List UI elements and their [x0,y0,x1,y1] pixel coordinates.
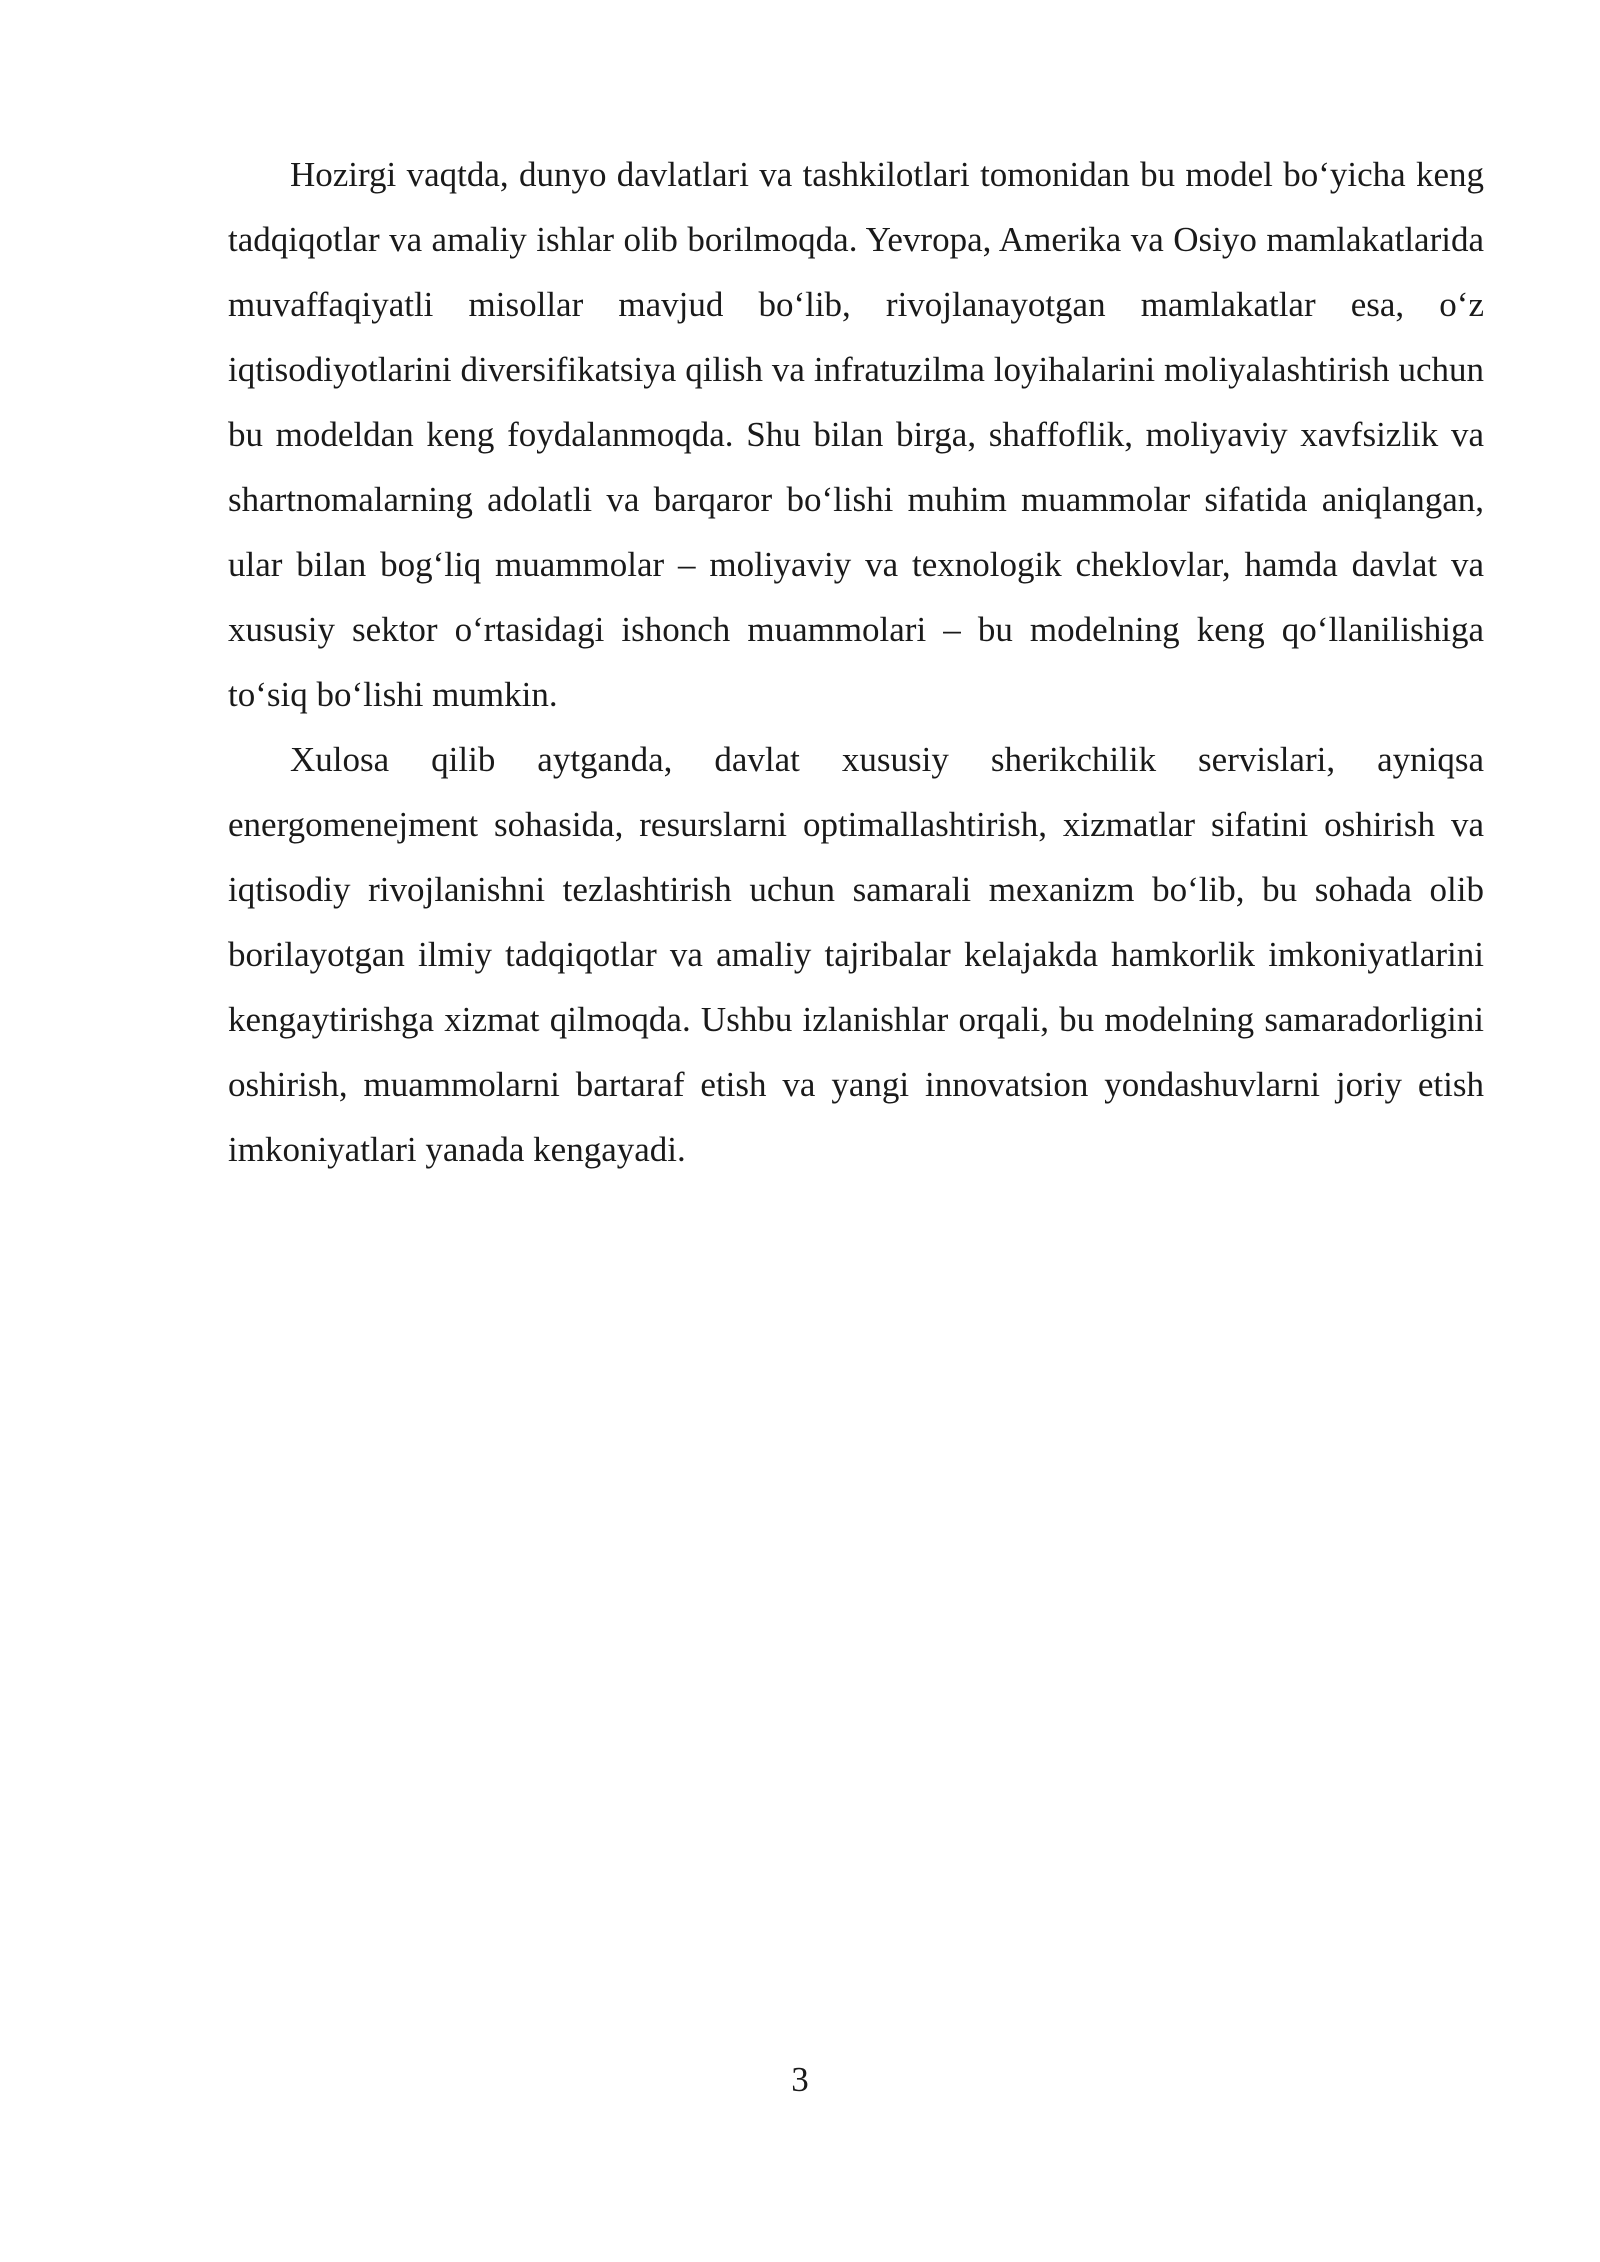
paragraph-2: Xulosa qilib aytganda, davlat xususiy sherikchilik servislari, ayniqsa energomenejment sohasida, resurslarni optimallashtirish, xizmatlar sifatini oshirish va iqtisodiy rivojlanishni tezlashtirish uchun samarali mexanizm bo‘lib, bu sohada olib borilayotgan ilmiy tadqiqotlar va amaliy tajribalar kelajakda hamkorlik imkoniyatlarini kengaytirishga xizmat qilmoqda. Ushbu izlanishlar orqali, bu modelning samaradorligini oshirish, muammolarni bartaraf etish va yangi innovatsion yondashuvlarni joriy etish imkoniyatlari yanada kengayadi. [228,740,1484,1169]
paragraph-1: Hozirgi vaqtda, dunyo davlatlari va tashkilotlari tomonidan bu model bo‘yicha keng tadqiqotlar va amaliy ishlar olib borilmoqda. Yevropa, Amerika va Osiyo mamlakatlarida muvaffaqiyatli misollar mavjud bo‘lib, rivojlanayotgan mamlakatlar esa, o‘z iqtisodiyotlarini diversifikatsiya qilish va infratuzilma loyihalarini moliyalashtirish uchun bu modeldan keng foydalanmoqda. Shu bilan birga, shaffoflik, moliyaviy xavfsizlik va shartnomalarning adolatli va barqaror bo‘lishi muhim muammolar sifatida aniqlangan, ular bilan bog‘liq muammolar – moliyaviy va texnologik cheklovlar, hamda davlat va xususiy sektor o‘rtasidagi ishonch muammolari – bu modelning keng qo‘llanilishiga to‘siq bo‘lishi mumkin. [228,155,1484,714]
body-text [228,142,1484,1182]
page-number: 3 [791,2060,809,2099]
